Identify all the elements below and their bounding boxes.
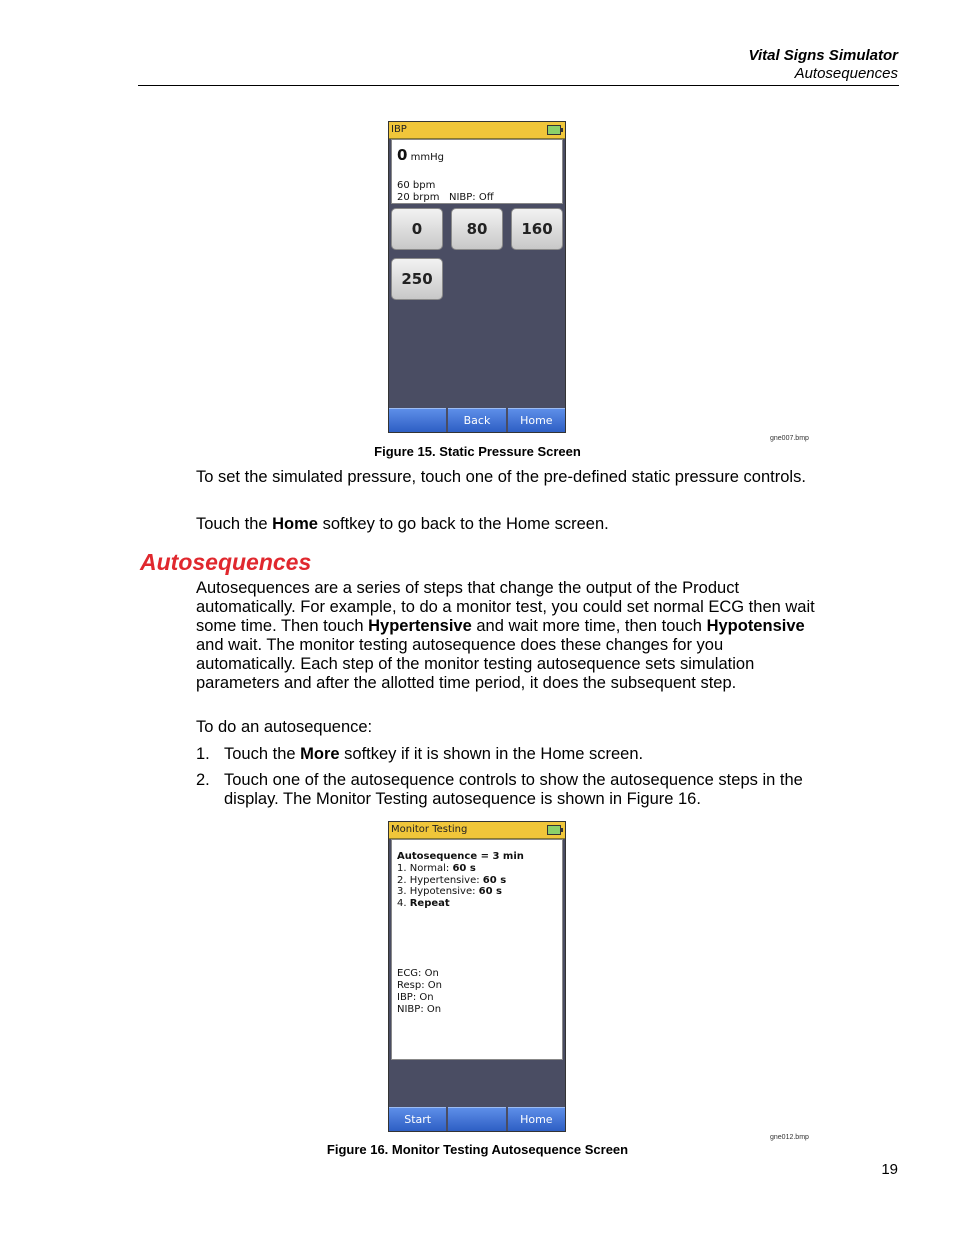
running-header-subtitle: Autosequences — [794, 65, 898, 82]
softkey-blank[interactable] — [448, 1107, 505, 1131]
softkey-start[interactable]: Start — [389, 1107, 446, 1131]
step-label: 4. — [397, 898, 410, 909]
paragraph-autosequences-intro — [196, 579, 816, 693]
section-heading: Autosequences — [140, 549, 312, 575]
step-value: 60 s — [478, 886, 502, 897]
step-label: 3. Hypotensive: — [397, 886, 479, 897]
figure16-device-screen — [388, 821, 566, 1132]
autosequence-step-3 — [397, 886, 502, 897]
battery-icon — [547, 125, 561, 135]
text-run: Autosequences are a series of steps that change the output of the Product automatically. For example, to do a monitor test, you could set normal ECG then wait some time. Then touch — [196, 579, 815, 635]
figure15-file-id: gne007.bmp — [770, 435, 809, 442]
softkey-back[interactable]: Back — [448, 408, 505, 432]
autosequence-step-2 — [397, 875, 506, 886]
autosequence-step-1 — [397, 863, 476, 874]
bold-home: Home — [272, 515, 318, 533]
step-value: 60 s — [452, 863, 476, 874]
battery-icon — [547, 825, 561, 835]
text-run: Touch the — [196, 515, 273, 533]
softkey-blank[interactable] — [389, 408, 446, 432]
text-run: Touch the — [224, 745, 301, 763]
pressure-readout — [397, 146, 444, 164]
step-label: 2. Hypertensive: — [397, 875, 483, 886]
list-number-1: 1. — [196, 745, 210, 763]
list-number-2: 2. — [196, 771, 210, 789]
pressure-unit: mmHg — [410, 152, 444, 163]
softkey-home[interactable]: Home — [508, 408, 565, 432]
autosequence-heading: Autosequence = 3 min — [397, 851, 524, 862]
figure16-caption: Figure 16. Monitor Testing Autosequence Screen — [326, 1142, 629, 1157]
paragraph-home-softkey — [196, 515, 816, 534]
text-run: softkey to go back to the Home screen. — [317, 515, 609, 533]
pressure-button-160[interactable]: 160 — [511, 208, 563, 250]
pressure-value: 0 — [397, 146, 408, 164]
figure16-softkey-bar — [389, 1107, 565, 1131]
bold-hypertensive: Hypertensive — [368, 617, 472, 635]
paragraph-to-do: To do an autosequence: — [196, 718, 373, 736]
figure15-title-text: IBP — [391, 124, 407, 135]
pressure-button-80[interactable]: 80 — [451, 208, 503, 250]
figure15-screen-title — [389, 122, 565, 139]
pressure-button-0[interactable]: 0 — [391, 208, 443, 250]
status-resp: Resp: On — [397, 980, 442, 991]
status-ibp: IBP: On — [397, 992, 434, 1003]
figure16-file-id: gne012.bmp — [770, 1134, 809, 1141]
bold-hypotensive: Hypotensive — [706, 617, 805, 635]
list-item-2: Touch one of the autosequence controls to show the autosequence steps in the display. The Monitor Testing autosequence is shown in Figure 16. — [224, 771, 803, 808]
step-value: Repeat — [409, 898, 450, 909]
page-number: 19 — [881, 1161, 898, 1178]
figure16-title-text: Monitor Testing — [391, 824, 468, 835]
pressure-button-250[interactable]: 250 — [391, 258, 443, 300]
list-item-1 — [224, 745, 814, 764]
figure15-device-screen — [388, 121, 566, 433]
softkey-home[interactable]: Home — [508, 1107, 565, 1131]
figure15-readout-panel — [391, 139, 563, 204]
figure16-detail-panel — [391, 839, 563, 1060]
header-rule — [138, 85, 899, 86]
heart-rate-line: 60 bpm — [397, 180, 436, 191]
figure15-softkey-bar — [389, 408, 565, 432]
figure15-caption: Figure 15. Static Pressure Screen — [374, 444, 581, 459]
text-run: softkey if it is shown in the Home screen. — [339, 745, 644, 763]
resp-nibp-line: 20 brpm NIBP: Off — [397, 192, 494, 203]
figure16-screen-title — [389, 822, 565, 839]
status-ecg: ECG: On — [397, 968, 439, 979]
text-run: and wait more time, then touch — [471, 617, 707, 635]
status-nibp: NIBP: On — [397, 1004, 442, 1015]
paragraph-set-pressure: To set the simulated pressure, touch one of the pre-defined static pressure controls. — [196, 468, 806, 486]
step-value: 60 s — [482, 875, 507, 886]
step-label: 1. Normal: — [397, 863, 453, 874]
bold-more: More — [300, 745, 340, 763]
running-header-title: Vital Signs Simulator — [748, 47, 898, 64]
text-run: and wait. The monitor testing autosequence does these changes for you automatically. Each step of the monitor testing autosequence sets simulation parameters and after the allotted time period, it does the subsequent step. — [196, 636, 755, 692]
autosequence-step-4 — [397, 898, 450, 909]
